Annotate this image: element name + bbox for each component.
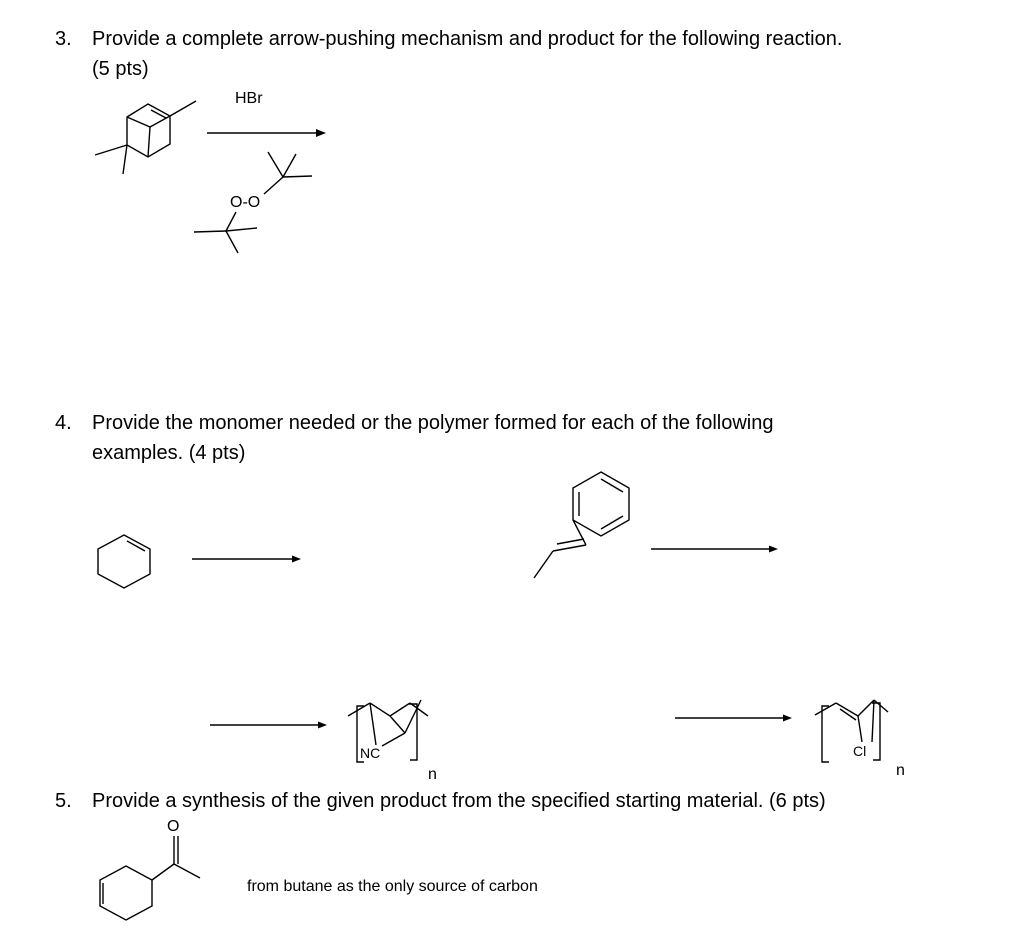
q4-arrow-2 <box>651 546 778 553</box>
question-3-points: (5 pts) <box>92 58 149 80</box>
peroxide-label: O-O <box>230 194 261 211</box>
q3-reaction-arrow <box>207 129 326 137</box>
question-3-number: 3. <box>55 28 72 50</box>
polymer1-group-label: NC <box>360 745 381 761</box>
q4-arrow-1 <box>192 556 301 563</box>
polymer2-repeat-n: n <box>896 762 905 779</box>
1-phenylpropene-icon <box>534 472 629 578</box>
cyclohexene-icon <box>98 535 150 588</box>
question-5-number: 5. <box>55 790 72 812</box>
starting-material-note: from butane as the only source of carbon <box>247 878 538 895</box>
polychloro-repeat-icon <box>815 700 888 762</box>
alpha-pinene-icon <box>95 101 196 174</box>
di-tert-butyl-peroxide-icon <box>194 152 312 253</box>
polyacrylonitrile-like-repeat-icon <box>348 700 428 762</box>
question-3-text: Provide a complete arrow-pushing mechanism and product for the following reaction. <box>92 28 843 50</box>
cyclohexenyl-methyl-ketone-icon <box>100 836 200 920</box>
question-4-points: examples. (4 pts) <box>92 442 246 464</box>
question-4-number: 4. <box>55 412 72 434</box>
polymer1-repeat-n: n <box>428 766 437 783</box>
carbonyl-oxygen-label: O <box>167 818 180 835</box>
q4-arrow-3 <box>210 722 327 729</box>
q4-arrow-4 <box>675 715 792 722</box>
polymer2-group-label: Cl <box>853 743 867 759</box>
question-5-text: Provide a synthesis of the given product from the specified starting material. (6 pts) <box>92 790 826 812</box>
question-4-text: Provide the monomer needed or the polymer formed for each of the following <box>92 412 774 434</box>
reagent-hbr: HBr <box>235 90 263 107</box>
